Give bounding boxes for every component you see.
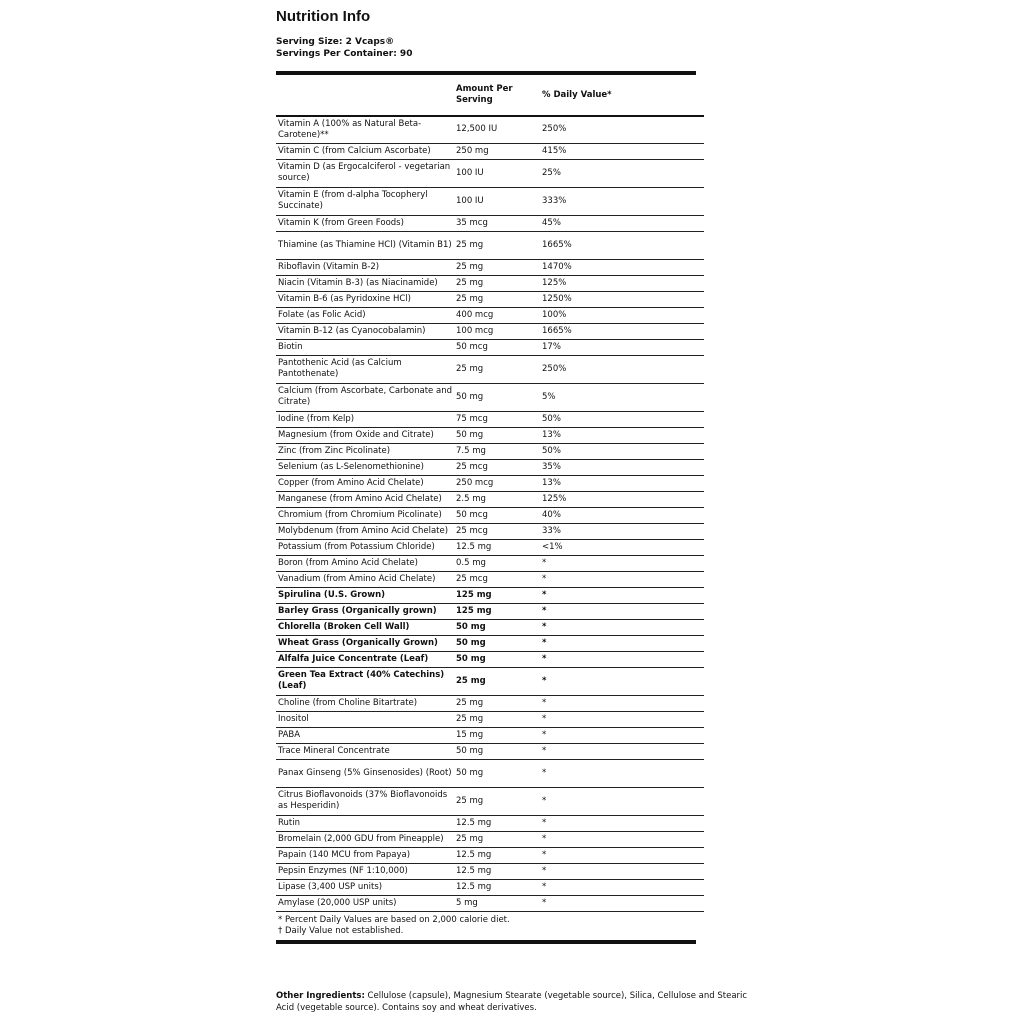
nutrient-name: Alfalfa Juice Concentrate (Leaf): [276, 651, 454, 667]
nutrient-name: Manganese (from Amino Acid Chelate): [276, 491, 454, 507]
amount-per-serving: 25 mg: [454, 711, 536, 727]
daily-value: 100%: [536, 307, 704, 323]
amount-per-serving: 125 mg: [454, 603, 536, 619]
daily-value: 250%: [536, 355, 704, 383]
amount-per-serving: 12.5 mg: [454, 815, 536, 831]
amount-per-serving: 250 mcg: [454, 475, 536, 491]
daily-value: *: [536, 847, 704, 863]
nutrient-name: Vitamin D (as Ergocalciferol - vegetarian source): [276, 159, 454, 187]
bottom-divider: [276, 940, 696, 944]
table-row: [276, 339, 704, 355]
daily-value: 1665%: [536, 323, 704, 339]
amount-per-serving: 50 mg: [454, 383, 536, 411]
header-amount-line1: Amount Per: [456, 84, 513, 94]
nutrient-name: Iodine (from Kelp): [276, 411, 454, 427]
amount-per-serving: 15 mg: [454, 727, 536, 743]
table-row: [276, 275, 704, 291]
daily-value: *: [536, 711, 704, 727]
amount-per-serving: 100 IU: [454, 187, 536, 215]
page-title: Nutrition Info: [276, 8, 371, 25]
nutrient-name: Barley Grass (Organically grown): [276, 603, 454, 619]
amount-per-serving: 50 mcg: [454, 507, 536, 523]
table-row: [276, 215, 704, 231]
daily-value: 13%: [536, 427, 704, 443]
header-daily-value: % Daily Value*: [542, 89, 612, 100]
nutrient-name: Magnesium (from Oxide and Citrate): [276, 427, 454, 443]
table-row: [276, 727, 704, 743]
table-row: [276, 863, 704, 879]
nutrient-name: Chromium (from Chromium Picolinate): [276, 507, 454, 523]
table-row: [276, 831, 704, 847]
daily-value: 33%: [536, 523, 704, 539]
table-row: [276, 619, 704, 635]
table-row: [276, 427, 704, 443]
daily-value: 125%: [536, 491, 704, 507]
table-row: [276, 743, 704, 759]
table-row: [276, 187, 704, 215]
nutrient-name: Chlorella (Broken Cell Wall): [276, 619, 454, 635]
amount-per-serving: 12.5 mg: [454, 539, 536, 555]
nutrient-name: Vitamin C (from Calcium Ascorbate): [276, 143, 454, 159]
nutrient-name: Vitamin E (from d-alpha Tocopheryl Succinate): [276, 187, 454, 215]
other-ingredients: [276, 990, 756, 1014]
table-row: [276, 159, 704, 187]
table-row: [276, 879, 704, 895]
daily-value: 50%: [536, 411, 704, 427]
nutrient-name: Molybdenum (from Amino Acid Chelate): [276, 523, 454, 539]
table-row: [276, 475, 704, 491]
daily-value: 25%: [536, 159, 704, 187]
table-row: [276, 651, 704, 667]
nutrient-name: Rutin: [276, 815, 454, 831]
amount-per-serving: 25 mg: [454, 787, 536, 815]
amount-per-serving: 25 mcg: [454, 523, 536, 539]
amount-per-serving: 25 mg: [454, 667, 536, 695]
daily-value: 1250%: [536, 291, 704, 307]
amount-per-serving: 5 mg: [454, 895, 536, 911]
nutrient-name: Bromelain (2,000 GDU from Pineapple): [276, 831, 454, 847]
daily-value: *: [536, 743, 704, 759]
nutrient-name: Amylase (20,000 USP units): [276, 895, 454, 911]
daily-value: 50%: [536, 443, 704, 459]
daily-value: 13%: [536, 475, 704, 491]
nutrient-name: Biotin: [276, 339, 454, 355]
servings-per-container: Servings Per Container: 90: [276, 49, 413, 59]
nutrient-name: Zinc (from Zinc Picolinate): [276, 443, 454, 459]
amount-per-serving: 25 mcg: [454, 571, 536, 587]
table-row: [276, 555, 704, 571]
daily-value: 1470%: [536, 259, 704, 275]
amount-per-serving: 25 mg: [454, 291, 536, 307]
amount-per-serving: 25 mg: [454, 231, 536, 259]
other-ingredients-text: Cellulose (capsule), Magnesium Stearate (vegetable source), Silica, Cellulose and Stearic Acid (vegetable source). Contains soy and wheat derivatives.: [276, 991, 748, 1013]
nutrient-name: Green Tea Extract (40% Catechins) (Leaf): [276, 667, 454, 695]
amount-per-serving: 25 mg: [454, 275, 536, 291]
daily-value: 125%: [536, 275, 704, 291]
amount-per-serving: 35 mcg: [454, 215, 536, 231]
nutrient-name: Copper (from Amino Acid Chelate): [276, 475, 454, 491]
amount-per-serving: 50 mg: [454, 651, 536, 667]
table-row: [276, 259, 704, 275]
amount-per-serving: 400 mcg: [454, 307, 536, 323]
table-row: [276, 815, 704, 831]
nutrient-name: Potassium (from Potassium Chloride): [276, 539, 454, 555]
nutrition-table: [276, 75, 704, 912]
amount-per-serving: 100 mcg: [454, 323, 536, 339]
amount-per-serving: 25 mcg: [454, 459, 536, 475]
daily-value: 5%: [536, 383, 704, 411]
nutrient-name: Pantothenic Acid (as Calcium Pantothenate): [276, 355, 454, 383]
table-row: [276, 507, 704, 523]
amount-per-serving: 25 mg: [454, 695, 536, 711]
nutrient-name: Riboflavin (Vitamin B-2): [276, 259, 454, 275]
amount-per-serving: 50 mg: [454, 743, 536, 759]
footnote-dagger: † Daily Value not established.: [278, 925, 404, 936]
table-row: [276, 307, 704, 323]
daily-value: *: [536, 555, 704, 571]
daily-value: 40%: [536, 507, 704, 523]
daily-value: 45%: [536, 215, 704, 231]
table-row: [276, 587, 704, 603]
daily-value: *: [536, 759, 704, 787]
table-row: [276, 231, 704, 259]
nutrient-name: Citrus Bioflavonoids (37% Bioflavonoids as Hesperidin): [276, 787, 454, 815]
nutrient-name: Vitamin K (from Green Foods): [276, 215, 454, 231]
nutrient-name: Selenium (as L-Selenomethionine): [276, 459, 454, 475]
amount-per-serving: 50 mcg: [454, 339, 536, 355]
daily-value: *: [536, 651, 704, 667]
nutrient-name: Papain (140 MCU from Papaya): [276, 847, 454, 863]
nutrient-name: Niacin (Vitamin B-3) (as Niacinamide): [276, 275, 454, 291]
nutrient-name: Choline (from Choline Bitartrate): [276, 695, 454, 711]
nutrient-name: Boron (from Amino Acid Chelate): [276, 555, 454, 571]
amount-per-serving: 100 IU: [454, 159, 536, 187]
daily-value: *: [536, 895, 704, 911]
nutrient-name: Panax Ginseng (5% Ginsenosides) (Root): [276, 759, 454, 787]
daily-value: 17%: [536, 339, 704, 355]
daily-value: *: [536, 587, 704, 603]
amount-per-serving: 12.5 mg: [454, 847, 536, 863]
table-row: [276, 459, 704, 475]
amount-per-serving: 2.5 mg: [454, 491, 536, 507]
daily-value: <1%: [536, 539, 704, 555]
footnotes: [276, 912, 696, 940]
nutrient-name: Lipase (3,400 USP units): [276, 879, 454, 895]
amount-per-serving: 250 mg: [454, 143, 536, 159]
amount-per-serving: 50 mg: [454, 427, 536, 443]
table-row: [276, 443, 704, 459]
table-row: [276, 323, 704, 339]
amount-per-serving: 25 mg: [454, 259, 536, 275]
table-row: [276, 539, 704, 555]
amount-per-serving: 50 mg: [454, 635, 536, 651]
daily-value: *: [536, 815, 704, 831]
amount-per-serving: 12.5 mg: [454, 863, 536, 879]
table-row: [276, 411, 704, 427]
table-row: [276, 603, 704, 619]
daily-value: 333%: [536, 187, 704, 215]
amount-per-serving: 0.5 mg: [454, 555, 536, 571]
daily-value: *: [536, 863, 704, 879]
table-row: [276, 895, 704, 911]
nutrient-name: Vitamin B-12 (as Cyanocobalamin): [276, 323, 454, 339]
daily-value: *: [536, 695, 704, 711]
nutrient-name: Vitamin A (100% as Natural Beta-Carotene)**: [276, 116, 454, 143]
nutrient-name: Spirulina (U.S. Grown): [276, 587, 454, 603]
daily-value: 35%: [536, 459, 704, 475]
other-ingredients-label: Other Ingredients:: [276, 991, 365, 1001]
table-row: [276, 847, 704, 863]
footnote-percent: * Percent Daily Values are based on 2,000 calorie diet.: [278, 914, 510, 925]
table-row: [276, 759, 704, 787]
daily-value: *: [536, 603, 704, 619]
nutrient-name: Vanadium (from Amino Acid Chelate): [276, 571, 454, 587]
serving-info: [276, 36, 696, 62]
amount-per-serving: 125 mg: [454, 587, 536, 603]
nutrient-name: Vitamin B-6 (as Pyridoxine HCl): [276, 291, 454, 307]
daily-value: *: [536, 571, 704, 587]
table-row: [276, 291, 704, 307]
amount-per-serving: 75 mcg: [454, 411, 536, 427]
daily-value: *: [536, 635, 704, 651]
nutrition-panel: [276, 6, 696, 944]
amount-per-serving: 12,500 IU: [454, 116, 536, 143]
table-row: [276, 787, 704, 815]
nutrient-name: PABA: [276, 727, 454, 743]
table-row: [276, 695, 704, 711]
table-row: [276, 571, 704, 587]
daily-value: *: [536, 667, 704, 695]
amount-per-serving: 25 mg: [454, 355, 536, 383]
nutrient-name: Wheat Grass (Organically Grown): [276, 635, 454, 651]
daily-value: 250%: [536, 116, 704, 143]
amount-per-serving: 25 mg: [454, 831, 536, 847]
table-row: [276, 355, 704, 383]
amount-per-serving: 50 mg: [454, 759, 536, 787]
amount-per-serving: 7.5 mg: [454, 443, 536, 459]
amount-per-serving: 50 mg: [454, 619, 536, 635]
table-row: [276, 491, 704, 507]
table-row: [276, 116, 704, 143]
daily-value: 415%: [536, 143, 704, 159]
table-header: [276, 75, 704, 115]
header-amount-line2: Serving: [456, 95, 493, 105]
daily-value: *: [536, 619, 704, 635]
daily-value: *: [536, 787, 704, 815]
table-row: [276, 667, 704, 695]
amount-per-serving: 12.5 mg: [454, 879, 536, 895]
table-row: [276, 711, 704, 727]
table-row: [276, 523, 704, 539]
serving-size: Serving Size: 2 Vcaps®: [276, 37, 395, 47]
table-row: [276, 635, 704, 651]
header-name-cell: [276, 75, 454, 115]
nutrient-name: Inositol: [276, 711, 454, 727]
daily-value: *: [536, 727, 704, 743]
nutrient-name: Folate (as Folic Acid): [276, 307, 454, 323]
nutrient-name: Pepsin Enzymes (NF 1:10,000): [276, 863, 454, 879]
table-row: [276, 383, 704, 411]
nutrient-name: Calcium (from Ascorbate, Carbonate and Citrate): [276, 383, 454, 411]
nutrient-name: Thiamine (as Thiamine HCl) (Vitamin B1): [276, 231, 454, 259]
nutrient-name: Trace Mineral Concentrate: [276, 743, 454, 759]
daily-value: 1665%: [536, 231, 704, 259]
daily-value: *: [536, 831, 704, 847]
header-amount: [454, 75, 536, 115]
table-row: [276, 143, 704, 159]
daily-value: *: [536, 879, 704, 895]
